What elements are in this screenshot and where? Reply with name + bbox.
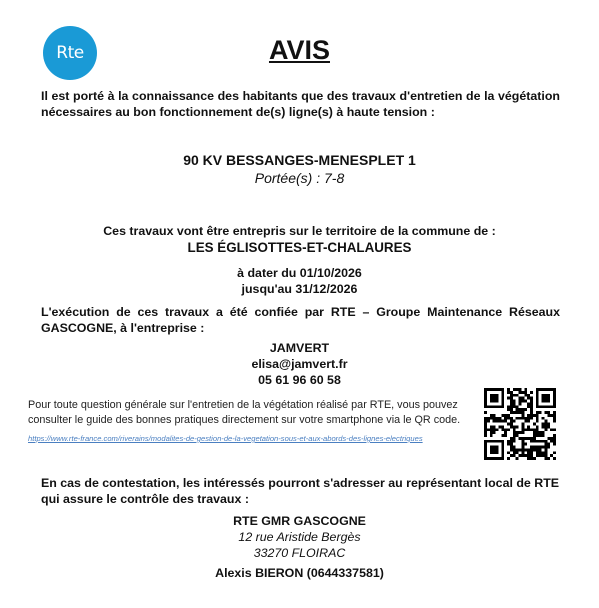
contact-person: Alexis BIERON (0644337581) — [215, 566, 384, 580]
qr-code-icon[interactable] — [484, 388, 556, 460]
info-link[interactable]: https://www.rte-france.com/riverains/modalites-de-gestion-de-la-vegetation-sous-et-aux-abords-des-lignes-electriques — [28, 434, 423, 443]
intro-text: Il est porté à la connaissance des habitants que des travaux d'entretien de la végétation nécessaires au bon fonctionnement de(s) ligne(s) à haute tension : — [41, 89, 560, 119]
company-phone: 05 61 96 60 58 — [258, 373, 341, 387]
contact-city: 33270 FLOIRAC — [253, 546, 346, 560]
company-name: JAMVERT — [269, 341, 330, 355]
date-from: à dater du 01/10/2026 — [237, 266, 362, 280]
commune-name: LES ÉGLISOTTES-ET-CHALAURES — [187, 240, 412, 255]
works-intro: Ces travaux vont être entrepris sur le territoire de la commune de : — [103, 224, 496, 238]
line-portee: Portée(s) : 7-8 — [254, 170, 345, 186]
page-title: AVIS — [268, 35, 330, 65]
execution-text: L'exécution de ces travaux a été confiée par RTE – Groupe Maintenance Réseaux GASCOGNE, à l'entreprise : — [41, 305, 560, 335]
contact-street: 12 rue Aristide Bergès — [238, 530, 361, 544]
company-email[interactable]: elisa@jamvert.fr — [251, 357, 348, 371]
contest-text: En cas de contestation, les intéressés pourront s'adresser au représentant local de RTE qui assure le contrôle des travaux : — [41, 476, 560, 506]
rte-logo: Rte — [43, 26, 97, 80]
info-question: Pour toute question générale sur l'entretien de la végétation réalisé par RTE, vous pouvez consulter le guide des bonnes pratiques directement sur votre smartphone via le QR code. — [28, 399, 461, 426]
line-name: 90 KV BESSANGES-MENESPLET 1 — [183, 152, 416, 168]
contact-org: RTE GMR GASCOGNE — [233, 514, 366, 528]
date-to: jusqu'au 31/12/2026 — [241, 282, 358, 296]
